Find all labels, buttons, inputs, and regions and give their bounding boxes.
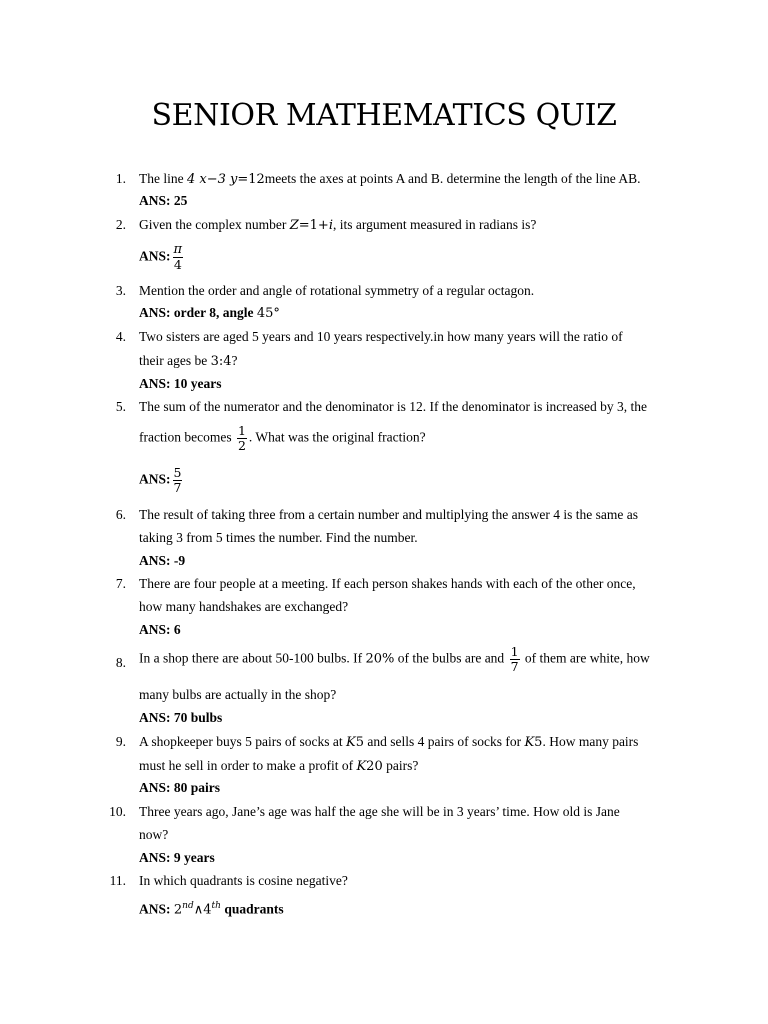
question-3: Mention the order and angle of rotational symmetry of a regular octagon. xyxy=(139,283,535,298)
answer-fraction: $\frac{\pi}{4}$ xyxy=(173,242,183,272)
question-number: 11. xyxy=(109,873,126,888)
question-8-line-1: In a shop there are about 50-100 bulbs. If 20% of the bulbs are and $\frac{1}{7}$ of them are white, how xyxy=(139,644,650,674)
answer-2: ANS: $\frac{\pi}{4}$ xyxy=(139,242,183,272)
answer-6: ANS: -9 xyxy=(139,553,186,568)
answer-3: ANS: order 8, angle 45° xyxy=(139,305,280,321)
question-6-line-1: The result of taking three from a certain number and multiplying the answer 4 is the same as xyxy=(139,507,638,522)
answer-11: ANS: 2nd∧4th quadrants xyxy=(139,901,284,918)
answer-4: ANS: 10 years xyxy=(139,376,222,391)
fraction: $\frac{1}{2}$ xyxy=(237,423,246,453)
fraction: $\frac{1}{7}$ xyxy=(510,644,519,674)
question-11: In which quadrants is cosine negative? xyxy=(139,873,348,888)
question-number: 3. xyxy=(115,283,126,298)
question-5-line-1: The sum of the numerator and the denominator is 12. If the denominator is increased by 3, the xyxy=(139,399,647,414)
question-number: 4. xyxy=(115,329,126,344)
question-1: The line 4 x−3 y=12meets the axes at points A and B. determine the length of the line AB. xyxy=(139,171,641,187)
answer-5: ANS: $\frac{5}{7}$ xyxy=(139,465,182,495)
page-title: SENIOR MATHEMATICS QUIZ xyxy=(151,98,617,133)
answer-9: ANS: 80 pairs xyxy=(139,780,221,795)
question-9-line-2: must he sell in order to make a profit of K20 pairs? xyxy=(139,758,419,774)
question-6-line-2: taking 3 from 5 times the number. Find the number. xyxy=(139,530,418,545)
question-number: 7. xyxy=(115,576,126,591)
answer-10: ANS: 9 years xyxy=(139,850,215,865)
question-number: 9. xyxy=(115,734,126,749)
question-10-line-1: Three years ago, Jane’s age was half the age she will be in 3 years’ time. How old is Jane xyxy=(139,804,620,819)
question-5-line-2: fraction becomes $\frac{1}{2}$ . What was the original fraction? xyxy=(139,423,426,453)
answer-8: ANS: 70 bulbs xyxy=(139,710,223,725)
question-number: 1. xyxy=(115,171,126,186)
question-8-line-2: many bulbs are actually in the shop? xyxy=(139,687,337,702)
question-4-line-1: Two sisters are aged 5 years and 10 years respectively.in how many years will the ratio of xyxy=(139,329,623,344)
question-7-line-2: how many handshakes are exchanged? xyxy=(139,599,349,614)
question-4-line-2: their ages be 3:4? xyxy=(139,353,238,369)
answer-fraction: $\frac{5}{7}$ xyxy=(173,465,182,495)
question-number: 10. xyxy=(109,804,126,819)
question-number: 5. xyxy=(115,399,126,414)
question-9-line-1: A shopkeeper buys 5 pairs of socks at K5 and sells 4 pairs of socks for K5. How many pairs xyxy=(139,734,639,750)
answer-7: ANS: 6 xyxy=(139,622,181,637)
question-2: Given the complex number Z=1+i, its argument measured in radians is? xyxy=(139,217,537,233)
question-number: 2. xyxy=(115,217,126,232)
question-7-line-1: There are four people at a meeting. If each person shakes hands with each of the other once, xyxy=(139,576,636,591)
question-number: 8. xyxy=(115,655,126,670)
question-number: 6. xyxy=(115,507,126,522)
answer-1: ANS: 25 xyxy=(139,193,188,208)
question-10-line-2: now? xyxy=(139,827,169,842)
